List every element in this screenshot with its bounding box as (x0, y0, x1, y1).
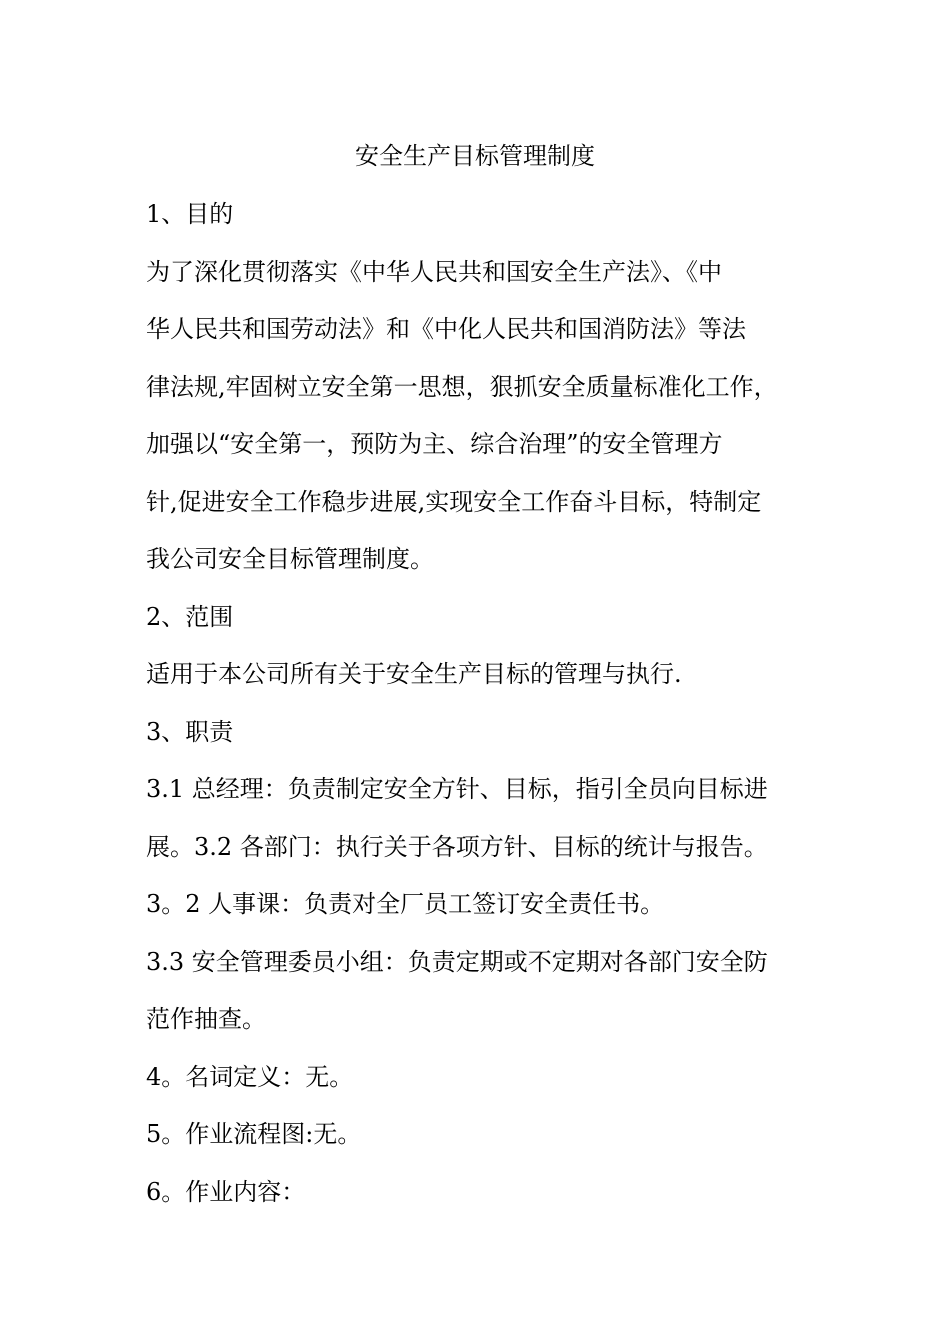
paragraph-line: 华人民共和国劳动法》和《中化人民共和国消防法》等法 (146, 315, 746, 343)
paragraph-line: 我公司安全目标管理制度。 (146, 545, 434, 573)
section-heading-scope: 2、范围 (146, 602, 234, 631)
paragraph-line: 3.1 总经理：负责制定安全方针、目标，指引全员向目标进 (146, 775, 768, 803)
paragraph-line: 律法规,牢固树立安全第一思想，狠抓安全质量标准化工作， (146, 372, 778, 401)
paragraph-line: 3。2 人事课：负责对全厂员工签订安全责任书。 (146, 890, 665, 918)
paragraph-line: 展。3.2 各部门：执行关于各项方针、目标的统计与报告。 (146, 832, 768, 861)
paragraph-line: 为了深化贯彻落实《中华人民共和国安全生产法》、《中 (146, 257, 722, 286)
paragraph-line: 加强以“安全第一，预防为主、综合治理”的安全管理方 (146, 430, 723, 458)
document-body (146, 192, 836, 1227)
section-heading-purpose: 1、目的 (146, 200, 234, 228)
section-heading-flowchart: 5。作业流程图:无。 (146, 1120, 362, 1148)
document-title: 安全生产目标管理制度 (355, 142, 595, 170)
section-heading-content: 6。作业内容： (146, 1177, 306, 1206)
paragraph-line: 针,促进安全工作稳步进展,实现安全工作奋斗目标，特制定 (146, 487, 762, 516)
paragraph-line: 3.3 安全管理委员小组：负责定期或不定期对各部门安全防 (146, 947, 768, 976)
paragraph-line: 适用于本公司所有关于安全生产目标的管理与执行. (146, 660, 682, 688)
section-heading-definitions: 4。名词定义：无。 (146, 1062, 354, 1091)
paragraph-line: 范作抽查。 (146, 1005, 266, 1033)
section-heading-responsibilities: 3、职责 (146, 717, 234, 746)
